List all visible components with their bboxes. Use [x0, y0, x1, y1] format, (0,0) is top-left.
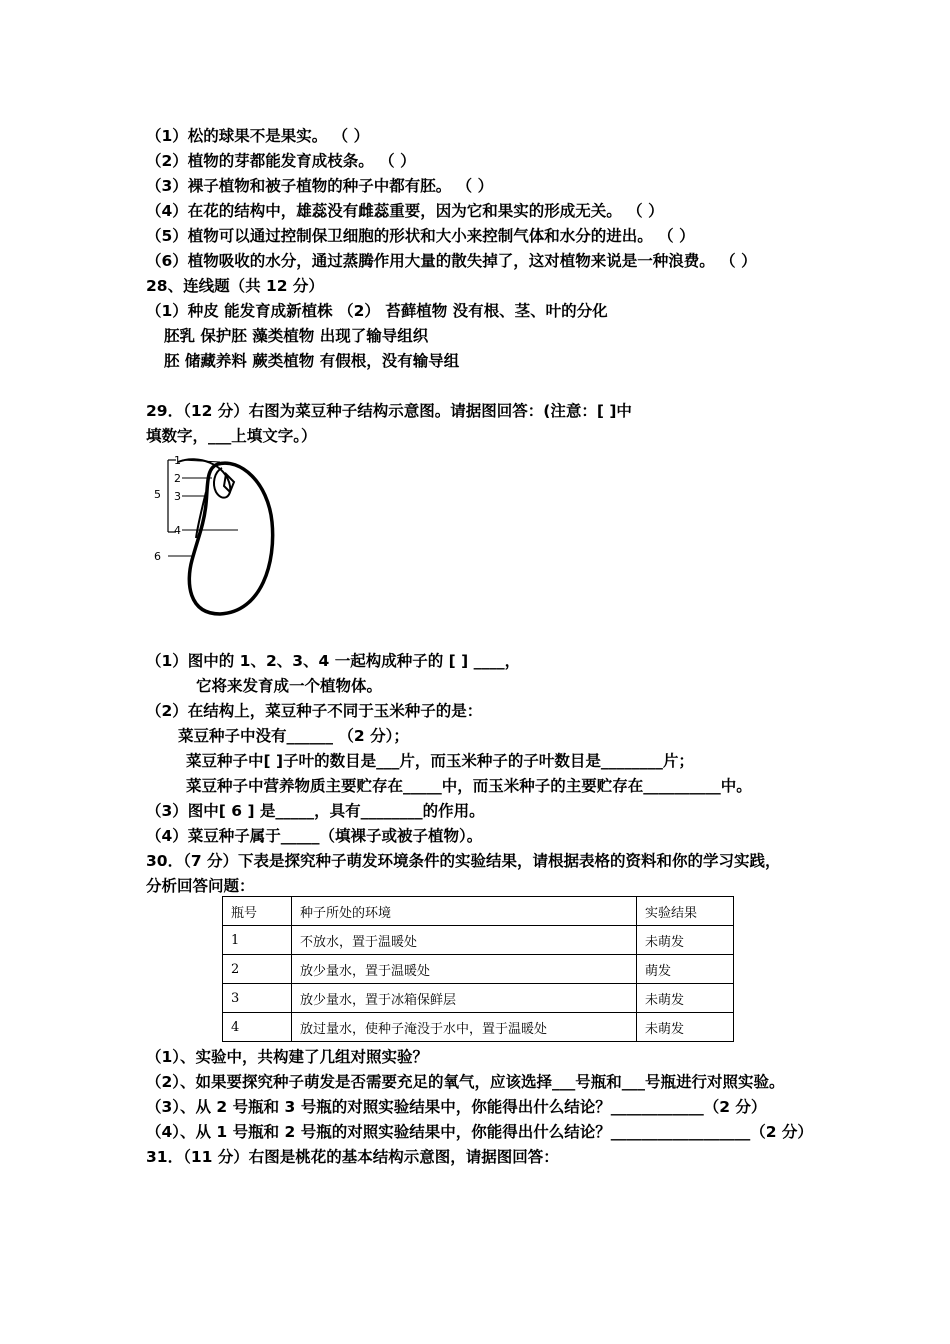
cell-environment: 放少量水，置于温暖处: [292, 955, 637, 984]
q29-s2a: （2）在结构上，菜豆种子不同于玉米种子的是：: [146, 702, 483, 720]
q29-s3: （3）图中[ 6 ] 是_____，具有________的作用。: [146, 802, 485, 820]
judge-q2: （2）植物的芽都能发育成枝条。 （ ）: [146, 152, 416, 170]
q30-a3: （3）、从 2 号瓶和 3 号瓶的对照实验结果中，你能得出什么结论？____________（2 分）: [146, 1098, 767, 1116]
fig-label-1: 1: [174, 454, 181, 467]
q29-s1a: （1）图中的 1、2、3、4 一起构成种子的 [ ] ____，: [146, 652, 521, 670]
fig-label-6: 6: [154, 550, 161, 563]
q28-row3: 胚 储藏养料 蕨类植物 有假根，没有输导组: [164, 352, 460, 370]
fig-label-4: 4: [174, 524, 181, 537]
header-bottle: 瓶号: [223, 897, 292, 926]
q29-s2c: 菜豆种子中[ ]子叶的数目是___片，而玉米种子的子叶数目是________片；: [186, 752, 694, 770]
fig-label-5: 5: [154, 488, 161, 501]
q30-title: 30．（7 分）下表是探究种子萌发环境条件的实验结果，请根据表格的资料和你的学习实践，: [146, 852, 781, 870]
table-row: [223, 955, 734, 984]
q29-s2d: 菜豆种子中营养物质主要贮存在_____中，而玉米种子的主要贮存在__________中。: [186, 777, 752, 795]
cell-environment: 不放水，置于温暖处: [292, 926, 637, 955]
q29-s1b: 它将来发育成一个植物体。: [196, 677, 383, 695]
cell-environment: 放过量水，使种子淹没于水中，置于温暖处: [292, 1013, 637, 1042]
q29-title2: 填数字，___上填文字。）: [146, 427, 317, 445]
q30-a4: （4）、从 1 号瓶和 2 号瓶的对照实验结果中，你能得出什么结论？__________________（2 分）: [146, 1123, 813, 1141]
cell-result: 未萌发: [637, 1013, 734, 1042]
q31-title: 31．（11 分）右图是桃花的基本结构示意图，请据图回答：: [146, 1148, 559, 1166]
fig-label-2: 2: [174, 472, 181, 485]
table-row: [223, 926, 734, 955]
q28-title: 28、连线题（共 12 分）: [146, 277, 324, 295]
q28-row1: （1）种皮 能发育成新植株 （2） 苔藓植物 没有根、茎、叶的分化: [146, 302, 608, 320]
judge-q3: （3）裸子植物和被子植物的种子中都有胚。 （ ）: [146, 177, 494, 195]
cell-result: 未萌发: [637, 926, 734, 955]
q28-row2: 胚乳 保护胚 藻类植物 出现了输导组织: [164, 327, 429, 345]
judge-q4: （4）在花的结构中，雄蕊没有雌蕊重要，因为它和果实的形成无关。 （ ）: [146, 202, 664, 220]
bean-seed-figure: [150, 452, 300, 622]
table-row: [223, 984, 734, 1013]
judge-q5: （5）植物可以通过控制保卫细胞的形状和大小来控制气体和水分的进出。 （ ）: [146, 227, 695, 245]
table-row: [223, 1013, 734, 1042]
cell-bottle: 3: [223, 984, 292, 1013]
judge-q6: （6）植物吸收的水分，通过蒸腾作用大量的散失掉了，这对植物来说是一种浪费。 （ ）: [146, 252, 757, 270]
seed-outline: [189, 463, 272, 614]
cell-bottle: 4: [223, 1013, 292, 1042]
q30-a1: （1）、实验中，共构建了几组对照实验？: [146, 1048, 429, 1066]
header-environment: 种子所处的环境: [292, 897, 637, 926]
header-result: 实验结果: [637, 897, 734, 926]
fig-label-3: 3: [174, 490, 181, 503]
q30-a2: （2）、如果要探究种子萌发是否需要充足的氧气，应该选择___号瓶和___号瓶进行对照实验。: [146, 1073, 785, 1091]
q29-s4: （4）菜豆种子属于_____（填裸子或被子植物）。: [146, 827, 483, 845]
table-header-row: [223, 897, 734, 926]
cell-bottle: 2: [223, 955, 292, 984]
cell-environment: 放少量水，置于冰箱保鲜层: [292, 984, 637, 1013]
cell-bottle: 1: [223, 926, 292, 955]
cell-result: 未萌发: [637, 984, 734, 1013]
q29-title: 29．（12 分）右图为菜豆种子结构示意图。请据图回答：(注意：[ ]中: [146, 402, 632, 420]
cell-result: 萌发: [637, 955, 734, 984]
experiment-table: [222, 896, 734, 1042]
judge-q1: （1）松的球果不是果实。 （ ）: [146, 127, 370, 145]
q30-title2: 分析回答问题：: [146, 877, 255, 895]
q29-s2b: 菜豆种子中没有______ （2 分）；: [178, 727, 409, 745]
